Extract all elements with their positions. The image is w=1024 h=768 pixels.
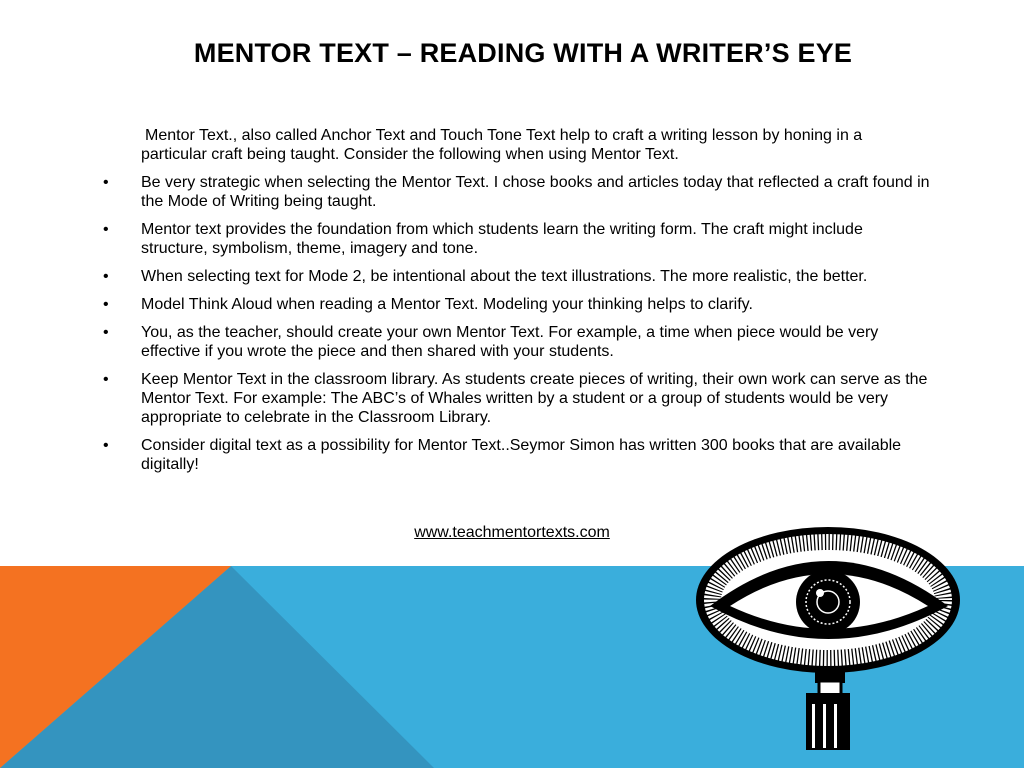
slide-title: MENTOR TEXT – READING WITH A WRITER’S EYE xyxy=(193,38,853,68)
eye-highlight xyxy=(816,589,824,597)
intro-paragraph: Mentor Text., also called Anchor Text and Touch Tone Text help to craft a writing lesson by honing in a particular craft being taught. Consider the following when using Mentor Text. xyxy=(141,127,863,163)
bullet-dot: • xyxy=(103,268,109,285)
bullet-dot: • xyxy=(103,324,109,341)
slide-body xyxy=(100,126,930,483)
bullet-item xyxy=(100,267,930,286)
bullet-text: Model Think Aloud when reading a Mentor Text. Modeling your thinking helps to clarify. xyxy=(141,296,753,313)
eye-magnifier-icon xyxy=(686,522,976,758)
bullet-item xyxy=(100,323,930,361)
bullet-text: Mentor text provides the foundation from which students learn the writing form. The craft might include structure, symbolism, theme, imagery and tone. xyxy=(141,221,863,257)
bullet-item xyxy=(100,173,930,211)
bullet-text: Be very strategic when selecting the Mentor Text. I chose books and articles today that reflected a craft found in the Mode of Writing being taught. xyxy=(141,174,930,210)
bullet-item xyxy=(100,295,930,314)
bullet-text: Consider digital text as a possibility for Mentor Text..Seymor Simon has written 300 books that are available digitally! xyxy=(141,437,902,473)
handle-stripe xyxy=(834,704,837,748)
bullet-dot: • xyxy=(103,174,109,191)
handle-stripe xyxy=(823,704,826,748)
bullet-dot: • xyxy=(103,437,109,454)
bullet-text: You, as the teacher, should create your own Mentor Text. For example, a time when piece would be very effective if you wrote the piece and then shared with your students. xyxy=(141,324,879,360)
bullet-text: When selecting text for Mode 2, be intentional about the text illustrations. The more realistic, the better. xyxy=(141,268,868,285)
bullet-text: Keep Mentor Text in the classroom library. As students create pieces of writing, their own work can serve as the Mentor Text. For example: The ABC’s of Whales written by a student or a group of students would be very appropriate to celebrate in the Classroom Library. xyxy=(141,371,928,426)
teachmentortexts-link[interactable]: www.teachmentortexts.com xyxy=(414,524,610,541)
handle-neck xyxy=(819,681,841,695)
bullet-list xyxy=(100,173,930,474)
handle-stripe xyxy=(812,704,815,748)
bullet-item xyxy=(100,220,930,258)
bullet-dot: • xyxy=(103,221,109,238)
bullet-item xyxy=(100,370,930,427)
bullet-item xyxy=(100,436,930,474)
bullet-dot: • xyxy=(103,371,109,388)
bullet-dot: • xyxy=(103,296,109,313)
